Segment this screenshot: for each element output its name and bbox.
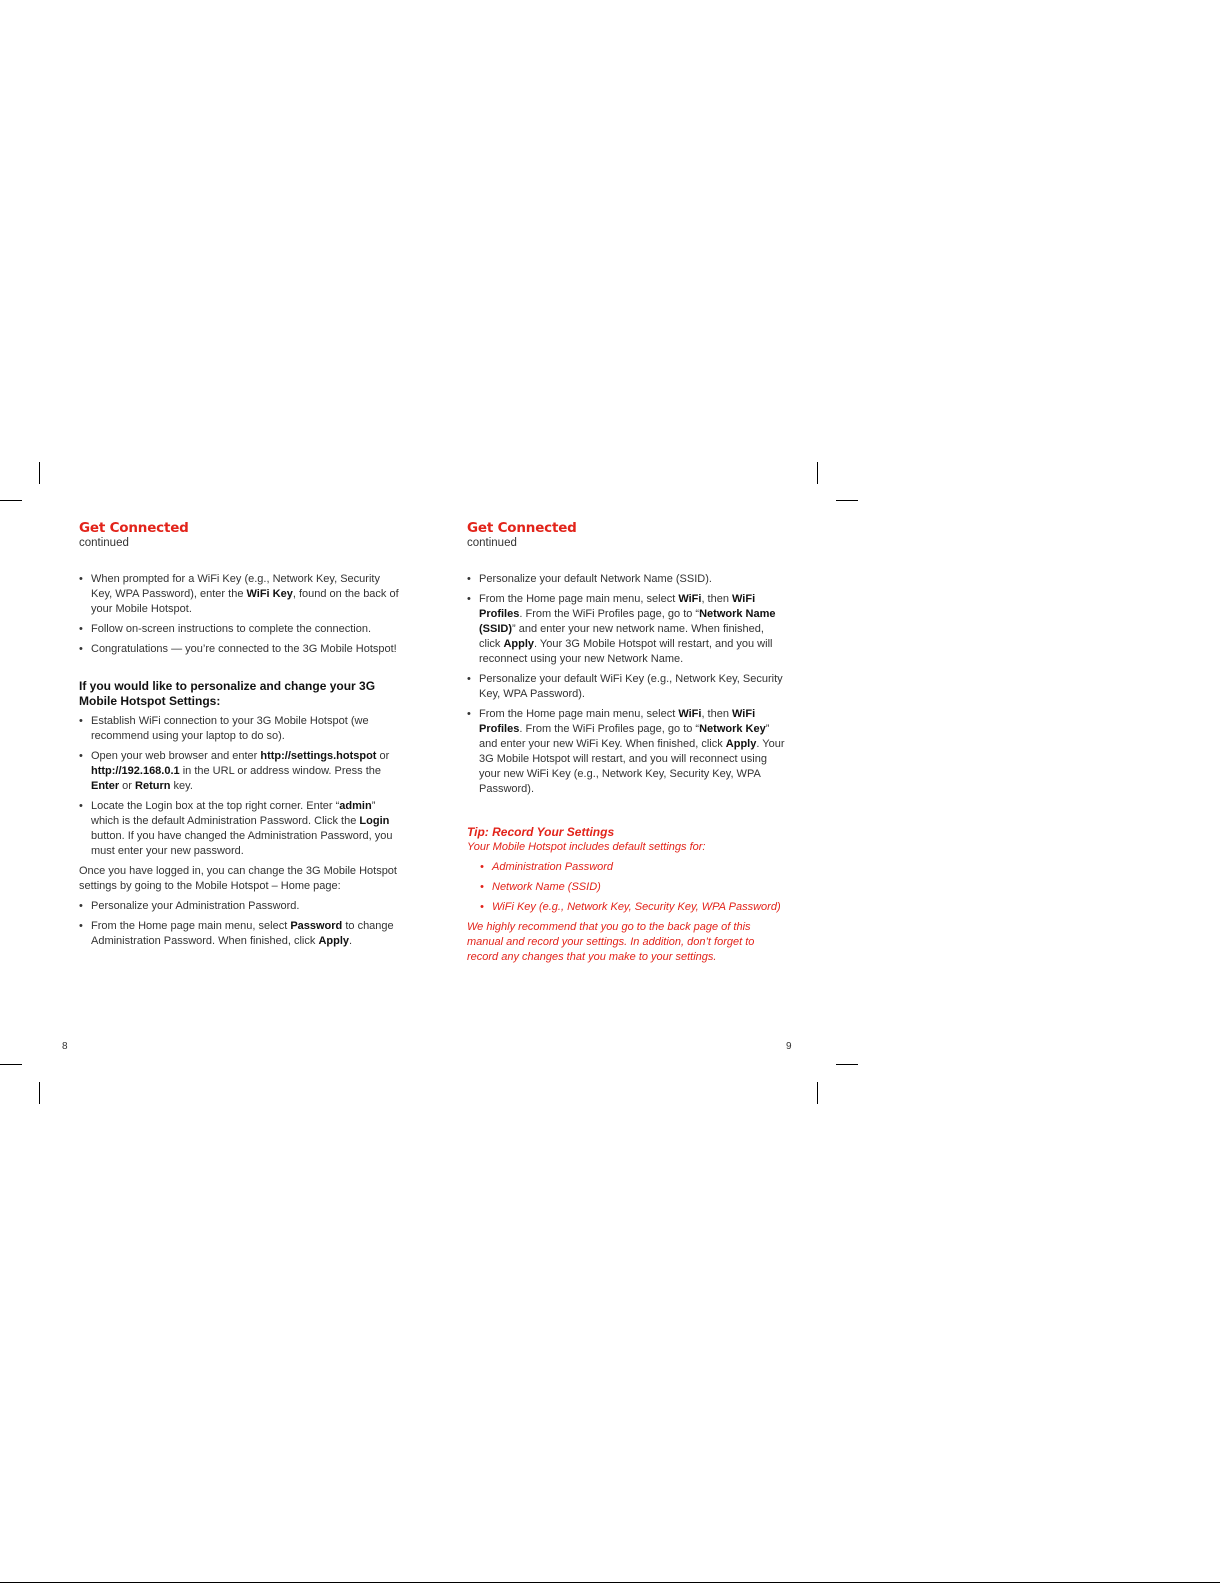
section-heading: If you would like to personalize and change your 3G Mobile Hotspot Settings: [79, 679, 376, 708]
list-text: to change Administration Password. When finished, click [91, 920, 394, 947]
bold-term: http://settings.hotspot [260, 750, 377, 762]
tip-intro: Your Mobile Hotspot includes default settings for: [467, 841, 706, 853]
crop-mark [817, 1082, 818, 1104]
list-text: Personalize your default WiFi Key (e.g., Network Key, Security Key, WPA Password). [479, 673, 783, 700]
list-item [79, 919, 399, 949]
tip-outro: We highly recommend that you go to the back page of this manual and record your settings. In addition, don’t forget to record any changes that you make to your settings. [467, 921, 755, 963]
list-text: or [119, 780, 136, 792]
list-text: , found on the back of your Mobile Hotspot. [91, 588, 399, 615]
page-subtitle: continued [467, 537, 517, 549]
tip-list-item: • Administration Password [480, 860, 785, 875]
bold-term: Password [290, 920, 343, 932]
list-item [79, 622, 399, 637]
tip-heading: Tip: Record Your Settings [467, 825, 615, 839]
bold-term: Return [135, 780, 171, 792]
list-text: . From the WiFi Profiles page, go to “ [519, 608, 700, 620]
list-text: button. If you have changed the Administration Password, you must enter your new password. [91, 830, 393, 857]
list-item [467, 707, 785, 797]
list-item [79, 714, 399, 744]
left-page [79, 520, 399, 954]
bold-term: WiFi Profiles [479, 708, 756, 735]
crop-mark [836, 500, 858, 501]
list-text: From the Home page main menu, select [479, 593, 679, 605]
list-text: Personalize your default Network Name (SSID). [479, 573, 712, 585]
bold-term: Apply [503, 638, 535, 650]
bullet-list [79, 572, 399, 657]
bold-term: admin [339, 800, 372, 812]
list-text: ” which is the default Administration Password. Click the [91, 800, 376, 827]
list-text: Locate the Login box at the top right corner. Enter “ [91, 800, 340, 812]
bold-term: Enter [91, 780, 120, 792]
bullet-list [79, 714, 399, 859]
list-text: When prompted for a WiFi Key (e.g., Network Key, Security Key, WPA Password), enter the [91, 573, 380, 600]
tip-list-item: • Network Name (SSID) [480, 880, 785, 895]
bold-term: WiFi Key [246, 588, 293, 600]
list-text: or [376, 750, 390, 762]
page-title: Get Connected [79, 520, 189, 536]
list-text: ” and enter your new WiFi Key. When finished, click [479, 723, 770, 750]
list-text: . Your 3G Mobile Hotspot will restart, and you will reconnect using your new WiFi Key (e.g., Network Key, Security Key, WPA Password). [479, 738, 785, 795]
crop-mark [39, 462, 40, 484]
list-text: . [349, 935, 353, 947]
page-number: 8 [62, 1041, 68, 1052]
bold-term: Login [359, 815, 390, 827]
list-item [79, 572, 399, 617]
bold-term: Network Name (SSID) [479, 608, 776, 635]
list-item [79, 899, 399, 914]
bold-term: Network Key [699, 723, 766, 735]
crop-mark [0, 1064, 22, 1065]
list-item [79, 799, 399, 859]
bold-term: http://192.168.0.1 [91, 765, 180, 777]
bold-term: WiFi [678, 593, 702, 605]
list-item [467, 592, 785, 667]
list-text: key. [170, 780, 193, 792]
tip-box [467, 825, 785, 965]
page-number: 9 [786, 1041, 792, 1052]
page-title: Get Connected [467, 520, 577, 536]
list-text: From the Home page main menu, select [91, 920, 291, 932]
bold-term: Apply [725, 738, 757, 750]
crop-mark [836, 1064, 858, 1065]
bold-term: WiFi Profiles [479, 593, 756, 620]
body-paragraph: Once you have logged in, you can change the 3G Mobile Hotspot settings by going to the Mobile Hotspot – Home page: [79, 865, 397, 892]
list-text: . From the WiFi Profiles page, go to “ [519, 723, 700, 735]
bullet-list [79, 899, 399, 949]
crop-mark [0, 500, 22, 501]
list-text: , then [701, 593, 733, 605]
list-text: in the URL or address window. Press the [179, 765, 382, 777]
list-text: Establish WiFi connection to your 3G Mobile Hotspot (we recommend using your laptop to do so). [91, 715, 369, 742]
list-text: Follow on-screen instructions to complete the connection. [91, 623, 372, 635]
list-text: Open your web browser and enter [91, 750, 261, 762]
list-item [467, 672, 785, 702]
bold-term: WiFi [678, 708, 702, 720]
list-text: From the Home page main menu, select [479, 708, 679, 720]
crop-mark [39, 1082, 40, 1104]
right-page [467, 520, 785, 965]
list-item [79, 642, 399, 657]
list-text: ” and enter your new network name. When finished, click [479, 623, 764, 650]
list-text: , then [701, 708, 733, 720]
crop-mark [817, 462, 818, 484]
list-text: Personalize your Administration Password. [91, 900, 300, 912]
list-text: Congratulations — you’re connected to the 3G Mobile Hotspot! [91, 643, 397, 655]
tip-list [467, 860, 785, 915]
bullet-list [467, 572, 785, 797]
tip-list-item: • WiFi Key (e.g., Network Key, Security Key, WPA Password) [480, 900, 785, 915]
list-text: . Your 3G Mobile Hotspot will restart, and you will reconnect using your new Network Name. [479, 638, 773, 665]
page-subtitle: continued [79, 537, 129, 549]
list-item [79, 749, 399, 794]
list-item [467, 572, 785, 587]
bold-term: Apply [318, 935, 349, 947]
